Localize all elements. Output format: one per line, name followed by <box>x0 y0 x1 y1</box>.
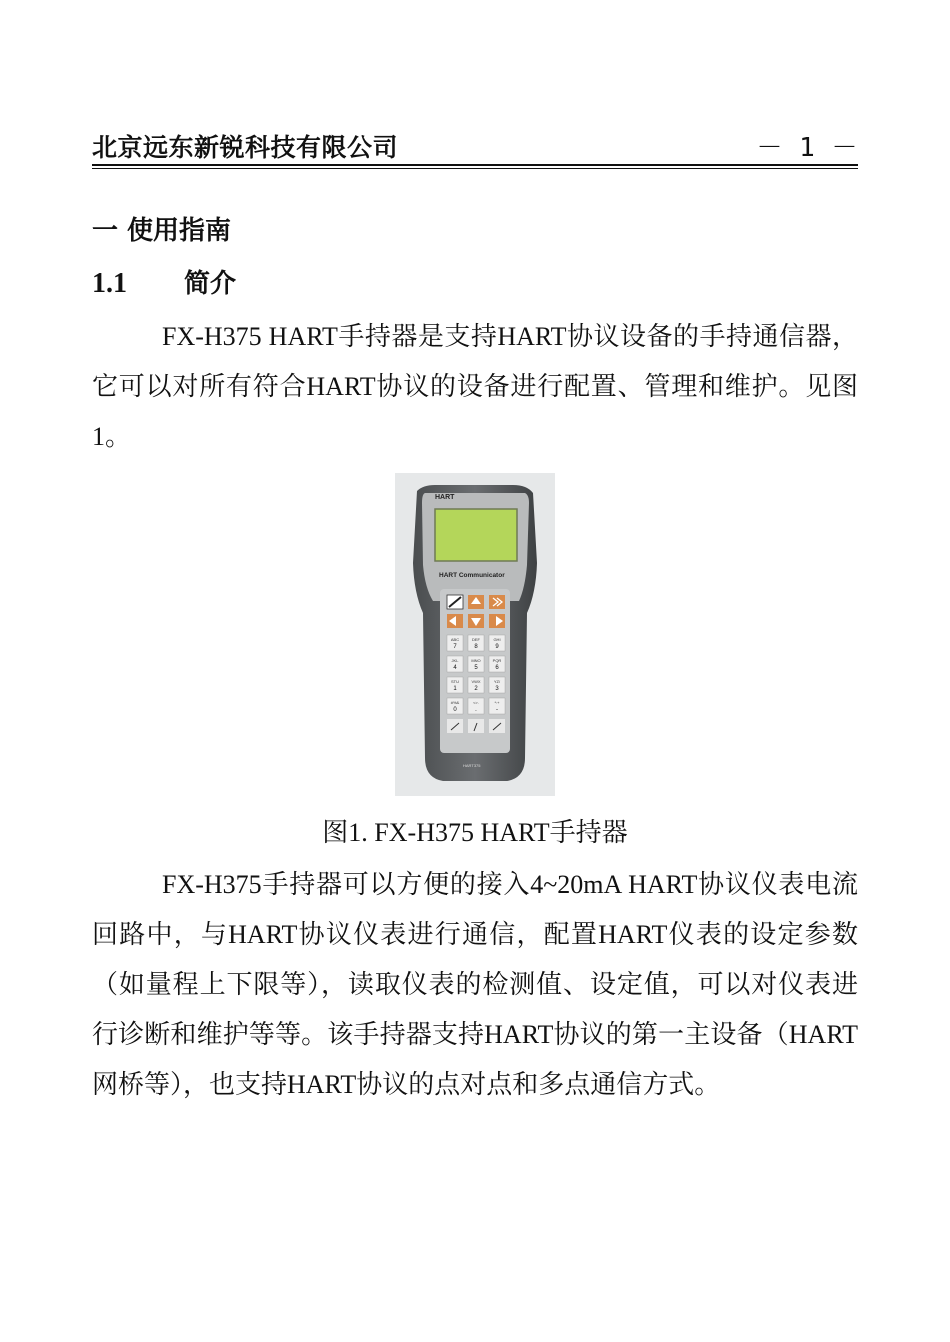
description-paragraph <box>92 860 858 1110</box>
device-model: HART375 <box>463 763 481 768</box>
keypad-key-letters: VWX <box>471 679 481 684</box>
subsection-number: 1.1 <box>92 268 127 299</box>
keypad-key-letters: *:+ <box>494 700 500 705</box>
keypad-key-letters: STU <box>451 679 459 684</box>
keypad-key-letters: ABC <box>450 637 460 642</box>
keypad-key-letters: DEF <box>472 637 480 642</box>
page-header <box>92 128 858 164</box>
keypad-key-digit: 7 <box>453 644 457 650</box>
page-number: － 1 － <box>756 133 858 163</box>
keypad-key-letters: #%& <box>450 700 460 705</box>
keypad-key-digit: 2 <box>474 686 478 692</box>
keypad-key-digit: 3 <box>495 686 499 692</box>
subsection-text: 简介 <box>184 269 237 299</box>
device-label: HART Communicator <box>439 572 505 579</box>
keypad-key-letters: GHI <box>493 637 501 642</box>
keypad-key-letters: YZ/ <box>493 679 501 684</box>
description-paragraph-text: FX-H375手持器可以方便的接入4~20mA HART协议仪表电流回路中，与HART协议仪表进行通信，配置HART仪表的设定参数（如量程上下限等），读取仪表的检测值、设定值，可以对仪表进行诊断和维护等等。该手持器支持HART协议的第一主设备（HART网桥等），也支持HART协议的点对点和多点通信方式。 <box>92 870 858 1099</box>
keypad-key-digit: 8 <box>474 644 478 650</box>
keypad-key-digit: 4 <box>453 665 457 671</box>
intro-paragraph-text: FX-H375 HART手持器是支持HART协议设备的手持通信器，它可以对所有符合HART协议的设备进行配置、管理和维护。见图1。 <box>92 322 858 451</box>
keypad-key-digit: - <box>496 707 498 713</box>
device-photo <box>395 473 555 796</box>
subsection-title <box>92 263 236 300</box>
keypad-key-digit: . <box>475 707 477 713</box>
hart-communicator-image <box>395 473 555 796</box>
keypad-key-digit: 9 <box>495 644 499 650</box>
keypad-key-letters: PQR <box>492 658 502 663</box>
company-name: 北京远东新锐科技有限公司 <box>92 133 399 162</box>
keypad-key-digit: 1 <box>453 686 457 692</box>
device-brand: HART <box>435 494 455 501</box>
header-rule-thick <box>92 164 858 166</box>
header-rule-thin <box>92 168 858 169</box>
keypad-key-digit: 5 <box>474 665 478 671</box>
figure-caption: 图1. FX-H375 HART手持器 <box>322 818 628 847</box>
section-title: 一 使用指南 <box>92 216 232 246</box>
keypad-key-digit: 6 <box>495 665 499 671</box>
keypad-key-letters: <>. <box>473 700 479 705</box>
keypad-key-letters: MNO <box>471 658 481 663</box>
intro-paragraph <box>92 312 858 462</box>
keypad-key-digit: 0 <box>453 707 457 713</box>
keypad-key-letters: JKL <box>451 658 459 663</box>
